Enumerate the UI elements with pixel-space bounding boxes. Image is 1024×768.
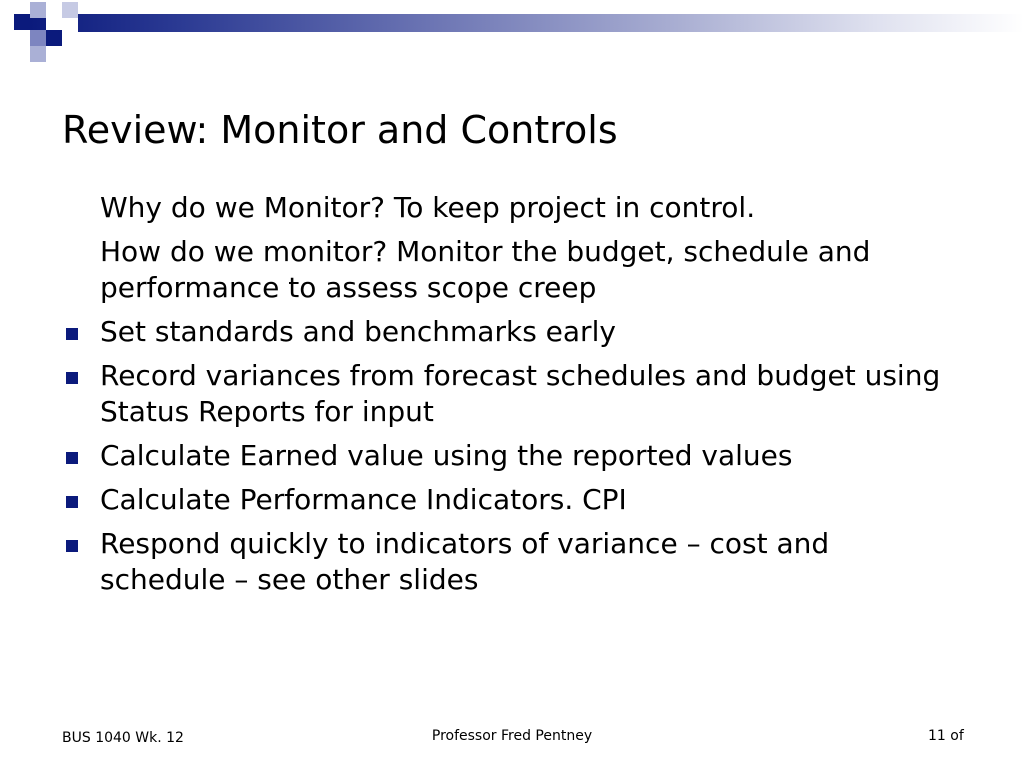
bullet-item (62, 358, 962, 430)
bullet-item (62, 526, 962, 598)
square-bullet-icon (66, 452, 78, 464)
header-decor-square (62, 18, 78, 34)
header-decor-square (30, 30, 46, 46)
header-decor-square (30, 46, 46, 62)
header-decor-square (46, 30, 62, 46)
square-bullet-icon (66, 372, 78, 384)
body-paragraph-text: Why do we Monitor? To keep project in control. (100, 191, 756, 224)
bullet-item-text: Record variances from forecast schedules and budget using Status Reports for input (100, 359, 941, 428)
header-decor-square (14, 14, 30, 30)
body-paragraph (62, 234, 962, 306)
header-decor-square (46, 14, 62, 30)
footer-course-label: BUS 1040 Wk. 12 (62, 730, 184, 746)
bullet-item-text: Respond quickly to indicators of variance – cost and schedule – see other slides (100, 527, 830, 596)
header-gradient-band (30, 14, 1024, 32)
bullet-item (62, 438, 962, 474)
bullet-item-text: Set standards and benchmarks early (100, 315, 616, 348)
bullet-item (62, 482, 962, 518)
body-paragraph (62, 190, 962, 226)
bullet-item-text: Calculate Performance Indicators. CPI (100, 483, 627, 516)
footer-presenter-label: Professor Fred Pentney (431, 728, 593, 744)
footer-slide-number: 11 of (928, 728, 964, 744)
square-bullet-icon (66, 328, 78, 340)
header-decor-square (14, 30, 30, 46)
header-decor-square (30, 2, 46, 18)
square-bullet-icon (66, 496, 78, 508)
body-paragraph-text: How do we monitor? Monitor the budget, schedule and performance to assess scope creep (100, 235, 871, 304)
bullet-item (62, 314, 962, 350)
slide-body (62, 190, 962, 598)
bullet-item-text: Calculate Earned value using the reported values (100, 439, 793, 472)
slide-title: Review: Monitor and Controls (62, 108, 618, 152)
header-decor-square (62, 2, 78, 18)
square-bullet-icon (66, 540, 78, 552)
